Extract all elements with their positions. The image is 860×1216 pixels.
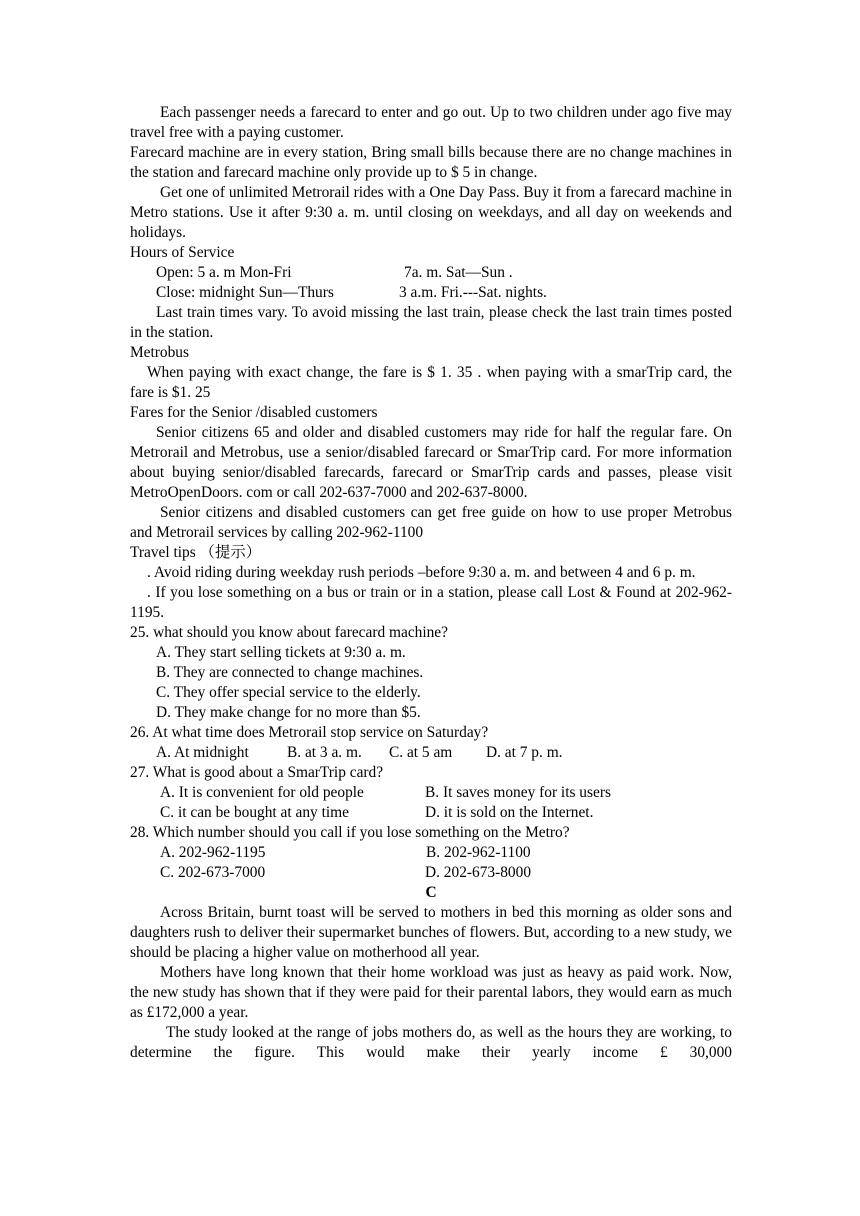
paragraph-one-day-pass: Get one of unlimited Metrorail rides with a One Day Pass. Buy it from a farecard machine in Metro stations. Use it after 9:30 a. m. until closing on weekdays, and all day on weekends and holidays. — [130, 184, 732, 241]
question-option: C. They offer special service to the elderly. — [156, 684, 421, 701]
question-options-row — [130, 843, 732, 863]
paragraph-c-1: Across Britain, burnt toast will be served to mothers in bed this morning as older sons and daughters rush to deliver their supermarket bunches of flowers. But, according to a new study, we should be placing a higher value on motherhood all year. — [130, 904, 732, 961]
section-c-heading: C — [425, 884, 437, 901]
heading-travel-tips: Travel tips （提示） — [130, 544, 262, 561]
paragraph-farecard-entry: Each passenger needs a farecard to enter and go out. Up to two children under ago five may travel free with a paying customer. — [130, 104, 732, 141]
question-option: C. it can be bought at any time — [160, 804, 349, 821]
question-option: C. at 5 am — [389, 744, 453, 761]
heading-senior-fares: Fares for the Senior /disabled customers — [130, 404, 378, 421]
hours-open-row — [130, 263, 732, 283]
paragraph-last-train: Last train times vary. To avoid missing the last train, please check the last train times posted in the station. — [130, 304, 732, 341]
hours-close-row — [130, 283, 732, 303]
question-option: B. It saves money for its users — [425, 784, 611, 801]
hours-open-weekend: 7a. m. Sat—Sun . — [404, 264, 513, 281]
document-page — [130, 103, 732, 1063]
paragraph-farecard-machine: Farecard machine are in every station, Bring small bills because there are no change machines in the station and farecard machine only provide up to $ 5 in change. — [130, 144, 732, 181]
question-options-row — [130, 743, 732, 763]
question-option: A. 202-962-1195 — [160, 844, 266, 861]
question-option: B. They are connected to change machines. — [156, 664, 424, 681]
question-stem: 26. At what time does Metrorail stop service on Saturday? — [130, 724, 489, 741]
paragraph-metrobus-fare: When paying with exact change, the fare is $ 1. 35 . when paying with a smarTrip card, the fare is $1. 25 — [130, 364, 732, 401]
tip-lost-and-found: . If you lose something on a bus or train or in a station, please call Lost & Found at 202-962-1195. — [130, 584, 732, 621]
question-option: A. At midnight — [156, 744, 249, 761]
tip-rush-hours: . Avoid riding during weekday rush periods –before 9:30 a. m. and between 4 and 6 p. m. — [147, 564, 696, 581]
heading-metrobus: Metrobus — [130, 344, 189, 361]
paragraph-c-2: Mothers have long known that their home workload was just as heavy as paid work. Now, the new study has shown that if they were paid for their parental labors, they would earn as much as £172,000 a year. — [130, 964, 732, 1021]
question-options-row — [130, 803, 732, 823]
paragraph-senior-fares: Senior citizens 65 and older and disabled customers may ride for half the regular fare. On Metrorail and Metrobus, use a senior/disabled farecard or SmarTrip card. For more information about buying senior/disabled farecards, farecard or SmarTrip cards and passes, please visit MetroOpenDoors. com or call 202-637-7000 and 202-637-8000. — [130, 424, 732, 501]
hours-close-weekend: 3 a.m. Fri.---Sat. nights. — [399, 284, 547, 301]
paragraph-c-3: The study looked at the range of jobs mothers do, as well as the hours they are working, to determine the figure. This would make their yearly income £ 30,000 — [130, 1024, 732, 1061]
question-option: A. It is convenient for old people — [160, 784, 364, 801]
question-option: D. They make change for no more than $5. — [156, 704, 421, 721]
hours-close-weekday: Close: midnight Sun—Thurs — [156, 284, 334, 301]
question-option: D. 202-673-8000 — [425, 864, 532, 881]
question-stem: 28. Which number should you call if you lose something on the Metro? — [130, 824, 570, 841]
hours-open-weekday: Open: 5 a. m Mon-Fri — [156, 264, 292, 281]
question-stem: 25. what should you know about farecard machine? — [130, 624, 448, 641]
question-options-row — [130, 783, 732, 803]
question-option: C. 202-673-7000 — [160, 864, 266, 881]
question-stem: 27. What is good about a SmarTrip card? — [130, 764, 384, 781]
question-option: D. it is sold on the Internet. — [425, 804, 594, 821]
question-option: B. 202-962-1100 — [426, 844, 531, 861]
question-option: A. They start selling tickets at 9:30 a. m. — [156, 644, 406, 661]
question-option: B. at 3 a. m. — [287, 744, 362, 761]
heading-hours-of-service: Hours of Service — [130, 244, 235, 261]
question-options-row — [130, 863, 732, 883]
question-option: D. at 7 p. m. — [486, 744, 563, 761]
paragraph-senior-guide: Senior citizens and disabled customers can get free guide on how to use proper Metrobus and Metrorail services by calling 202-962-1100 — [130, 504, 732, 541]
